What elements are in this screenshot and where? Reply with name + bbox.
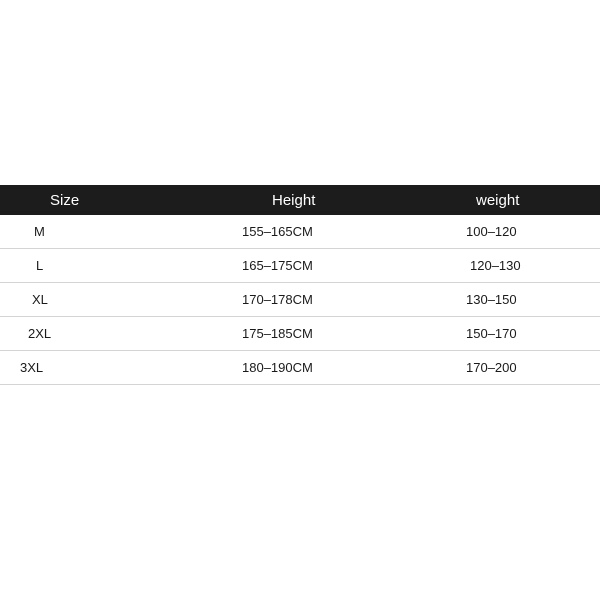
header-weight: weight [476, 192, 520, 209]
table-row [0, 283, 600, 317]
cell-weight: 170–200 [466, 360, 517, 375]
size-chart-table [0, 185, 600, 385]
cell-height: 165–175CM [242, 258, 313, 273]
cell-height: 180–190CM [242, 360, 313, 375]
cell-size: 2XL [28, 326, 52, 341]
cell-height: 170–178CM [242, 292, 313, 307]
header-size: Size [50, 192, 80, 209]
cell-weight: 130–150 [466, 292, 517, 307]
cell-weight: 120–130 [470, 258, 521, 273]
table-header [0, 185, 600, 215]
cell-size: XL [32, 292, 48, 307]
table-row [0, 249, 600, 283]
cell-weight: 150–170 [466, 326, 517, 341]
cell-height: 155–165CM [242, 224, 313, 239]
header-height: Height [272, 192, 316, 209]
table-row [0, 215, 600, 249]
cell-size: 3XL [20, 360, 44, 375]
cell-height: 175–185CM [242, 326, 313, 341]
cell-weight: 100–120 [466, 224, 517, 239]
cell-size: M [34, 224, 45, 239]
table-row [0, 351, 600, 385]
cell-size: L [36, 258, 44, 273]
table-row [0, 317, 600, 351]
